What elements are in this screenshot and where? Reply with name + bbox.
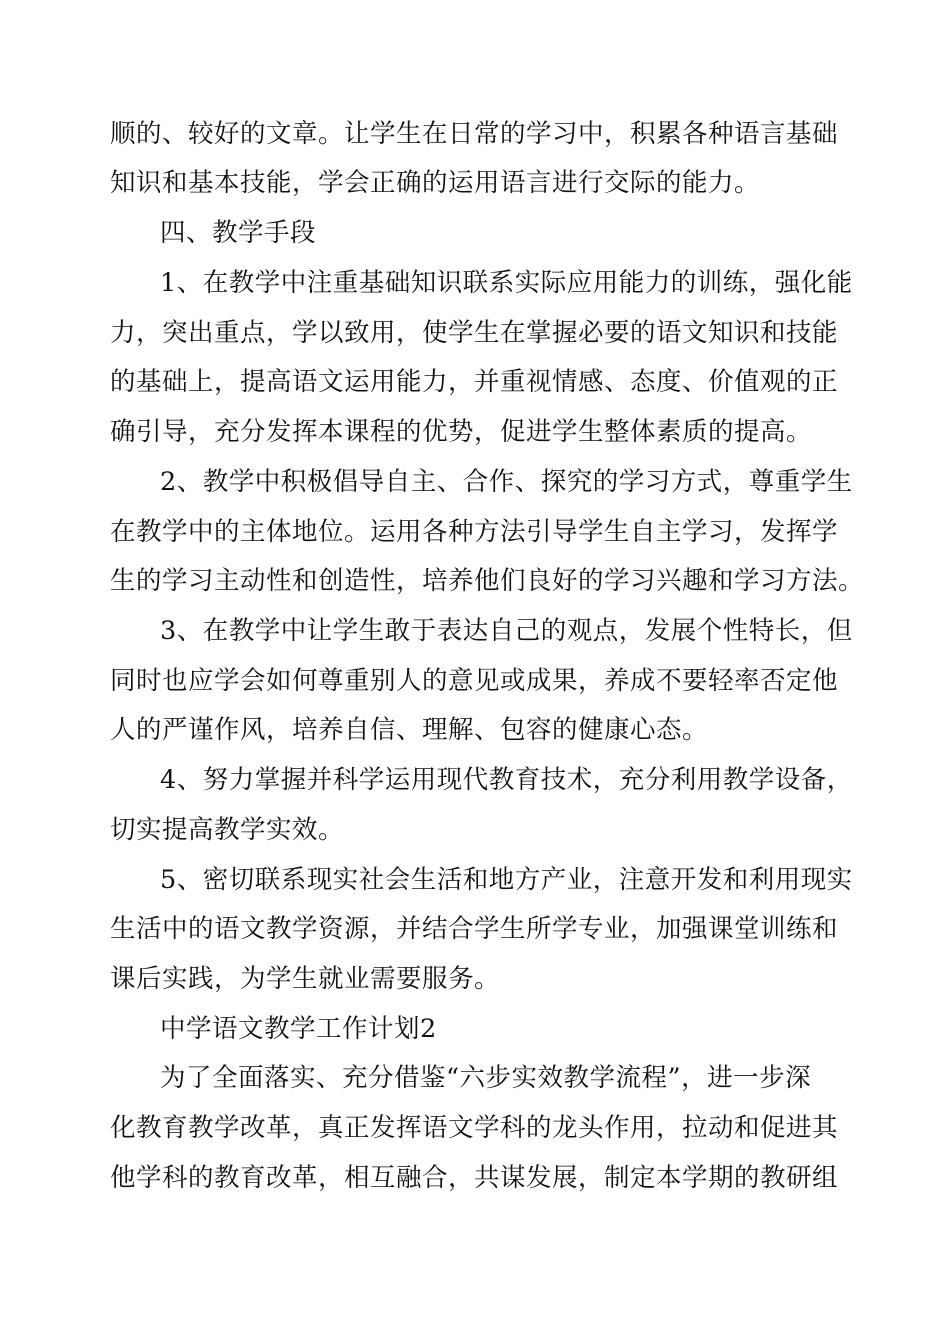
- body-line: 生活中的语文教学资源，并结合学生所学专业，加强课堂训练和: [110, 914, 839, 944]
- body-line: 在教学中的主体地位。运用各种方法引导学生自主学习，发挥学: [110, 517, 839, 547]
- body-line: 4、努力掌握并科学运用现代教育技术，充分利用教学设备，: [160, 765, 853, 795]
- body-line: 课后实践，为学生就业需要服务。: [110, 964, 501, 994]
- body-line: 2、教学中积极倡导自主、合作、探究的学习方式，尊重学生: [160, 467, 853, 497]
- section-heading: 四、教学手段: [160, 218, 317, 248]
- body-line: 化教育教学改革，真正发挥语文学科的龙头作用，拉动和促进其: [110, 1113, 839, 1143]
- section-heading: 中学语文教学工作计划2: [160, 1014, 437, 1044]
- body-line: 确引导，充分发挥本课程的优势，促进学生整体素质的提高。: [110, 417, 813, 447]
- body-line: 顺的、较好的文章。让学生在日常的学习中，积累各种语言基础: [110, 119, 839, 149]
- body-line: 知识和基本技能，学会正确的运用语言进行交际的能力。: [110, 168, 761, 198]
- body-line: 他学科的教育改革，相互融合，共谋发展，制定本学期的教研组: [110, 1163, 839, 1193]
- body-line: 3、在教学中让学生敢于表达自己的观点，发展个性特长，但: [160, 616, 853, 646]
- body-line: 人的严谨作风，培养自信、理解、包容的健康心态。: [110, 715, 709, 745]
- body-line: 生的学习主动性和创造性，培养他们良好的学习兴趣和学习方法。: [110, 566, 865, 596]
- body-line: 为了全面落实、充分借鉴“六步实效教学流程”，进一步深: [160, 1063, 812, 1093]
- body-line: 5、密切联系现实社会生活和地方产业，注意开发和利用现实: [160, 865, 853, 895]
- body-line: 1、在教学中注重基础知识联系实际应用能力的训练，强化能: [160, 268, 853, 298]
- body-line: 力，突出重点，学以致用，使学生在掌握必要的语文知识和技能: [110, 318, 839, 348]
- body-line: 的基础上，提高语文运用能力，并重视情感、态度、价值观的正: [110, 367, 839, 397]
- body-line: 切实提高教学实效。: [110, 815, 345, 845]
- body-line: 同时也应学会如何尊重别人的意见或成果，养成不要轻率否定他: [110, 666, 839, 696]
